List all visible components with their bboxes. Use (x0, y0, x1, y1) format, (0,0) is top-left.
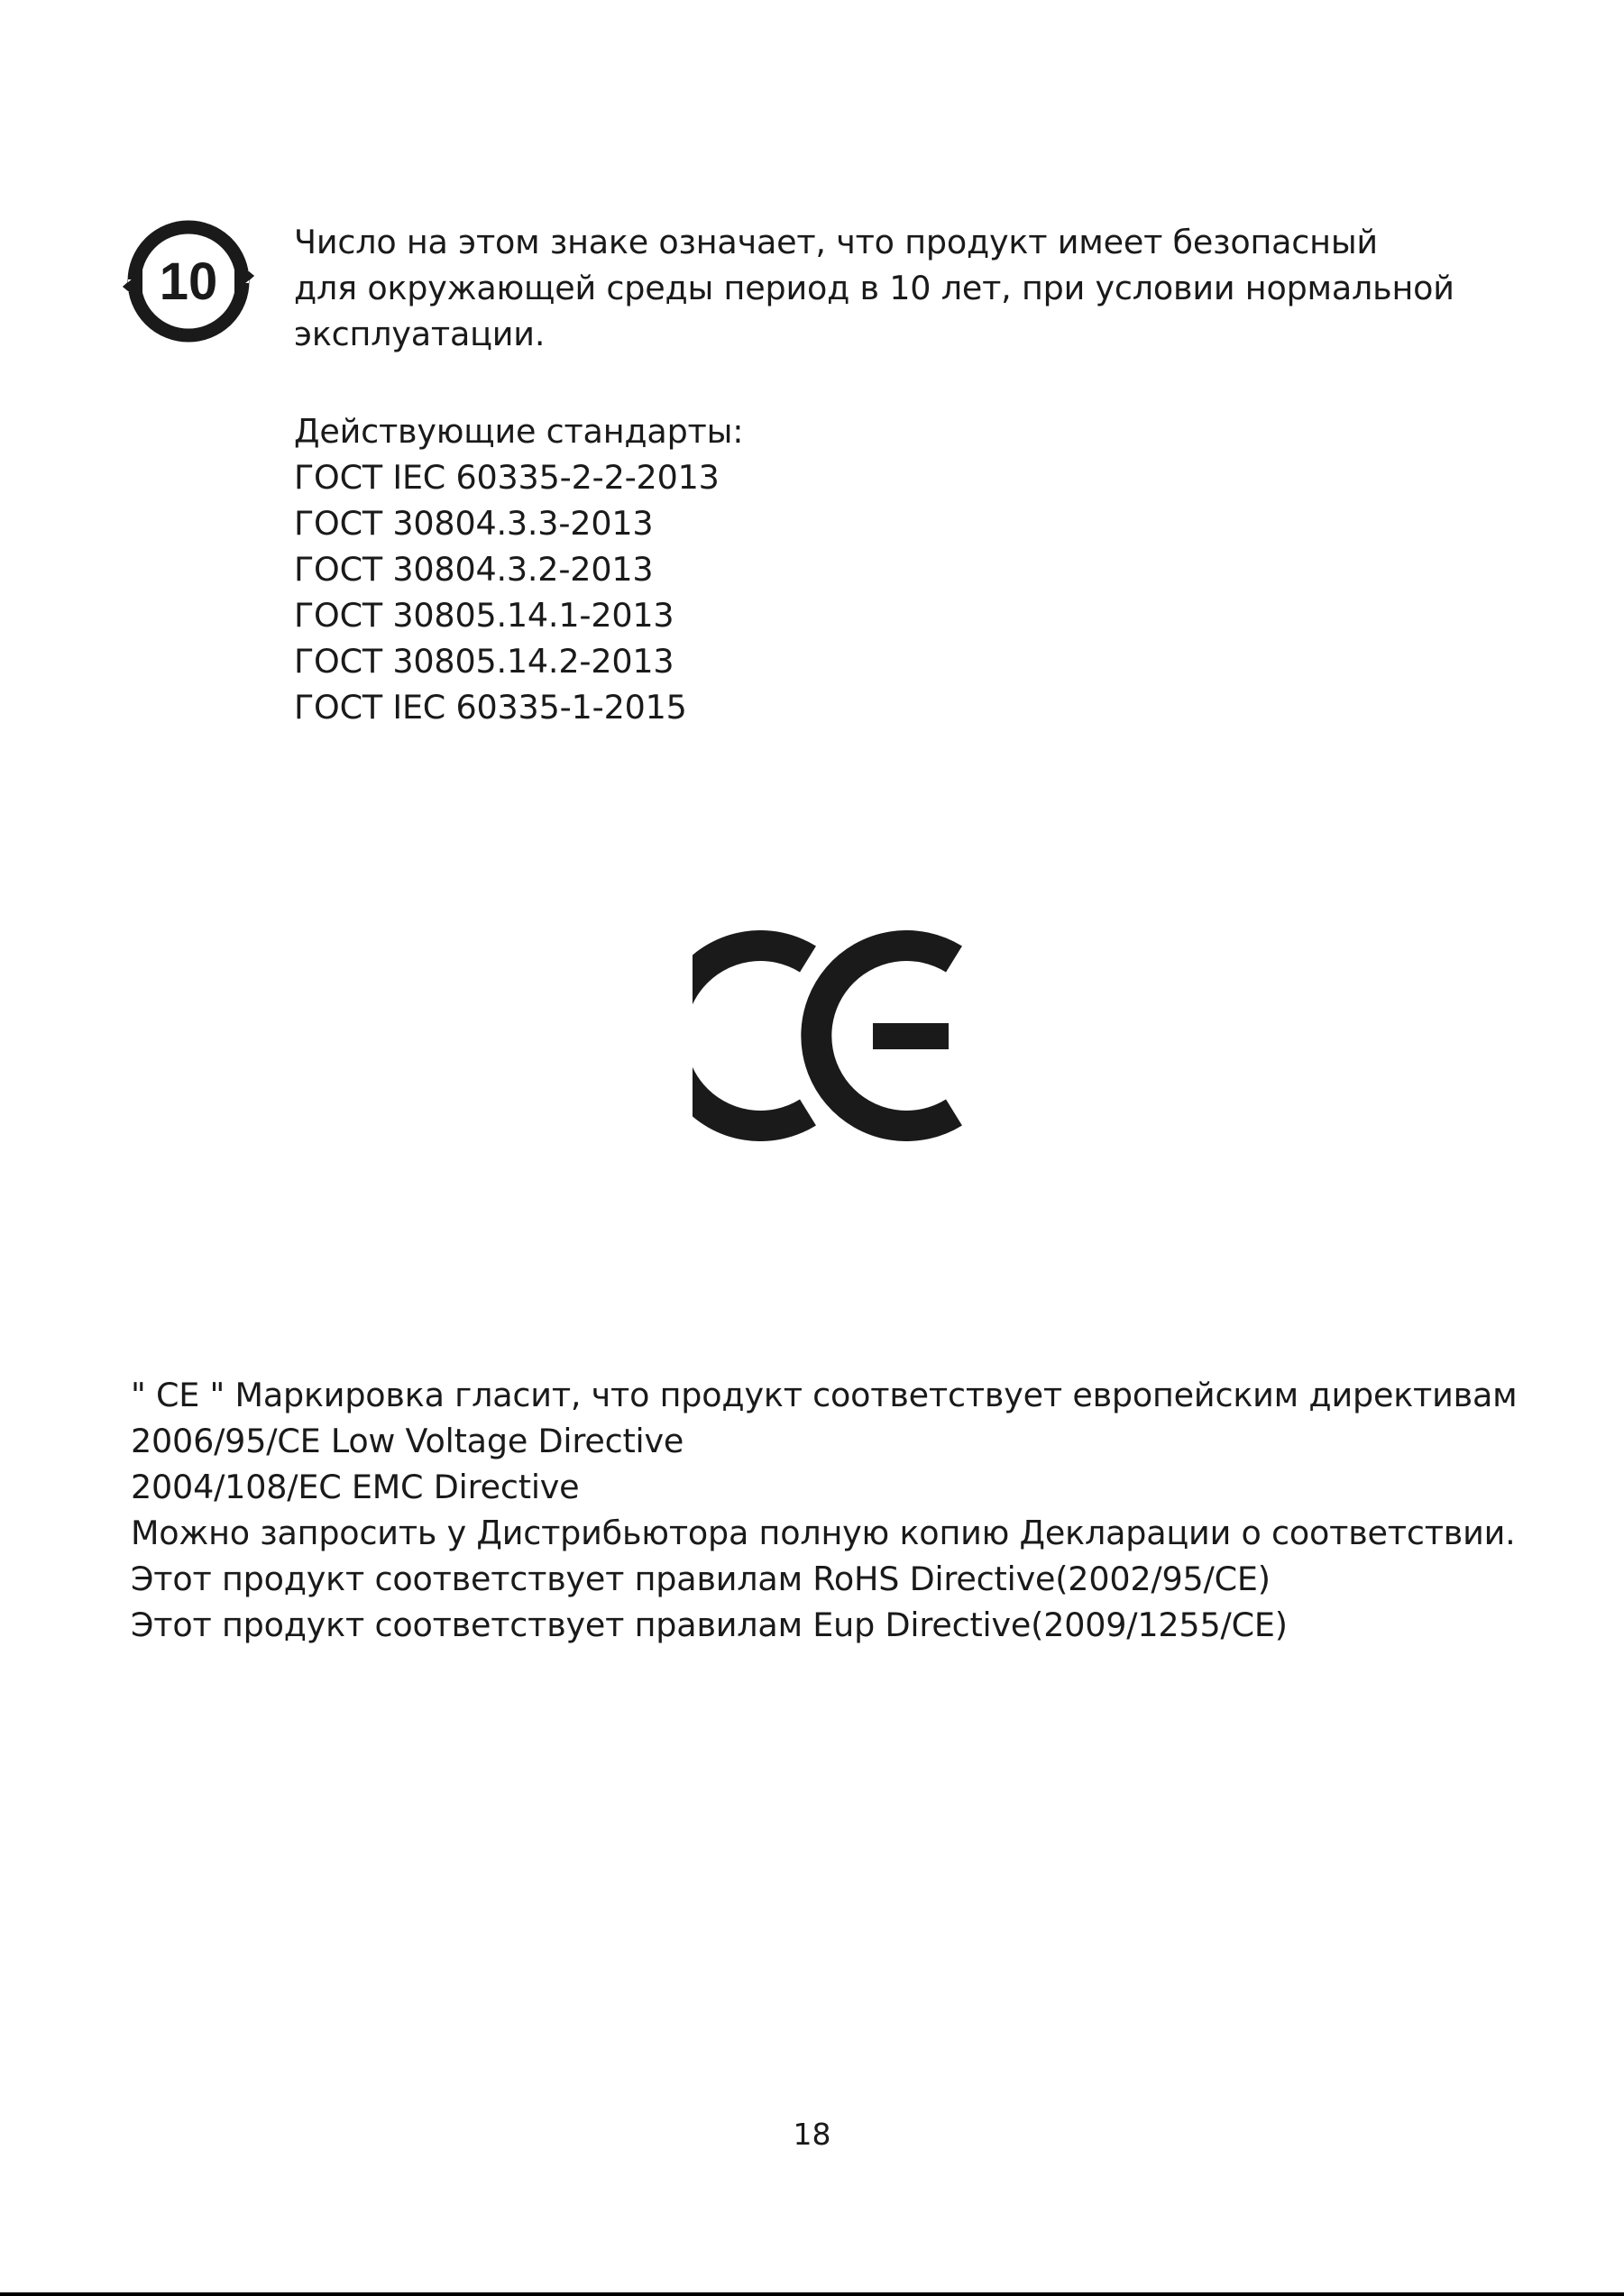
epup-number: 10 (159, 252, 218, 311)
epup-description (294, 219, 1454, 357)
page-number: 18 (793, 2117, 831, 2152)
standards-list (294, 408, 743, 730)
ce-line-1: " CE " Маркировка гласит, что продукт соответствует европейским директивам (131, 1376, 1518, 1414)
ce-line-6: Этот продукт соответствует правилам Eup Directive(2009/1255/CE) (131, 1605, 1288, 1644)
ce-mark-logo (693, 930, 965, 1141)
standard-item: ГОСТ IEC 60335-1-2015 (294, 688, 687, 727)
ce-declaration (131, 1372, 1517, 1648)
ce-line-5: Этот продукт соответствует правилам RoHS Directive(2002/95/CE) (131, 1560, 1271, 1598)
epup-line-3: эксплуатации. (294, 315, 546, 353)
standard-item: ГОСТ 30805.14.1-2013 (294, 596, 674, 635)
ce-line-2: 2006/95/CE Low Voltage Directive (131, 1422, 684, 1460)
standard-item: ГОСТ IEC 60335-2-2-2013 (294, 458, 720, 497)
standard-item: ГОСТ 30804.3.3-2013 (294, 504, 654, 543)
standard-item: ГОСТ 30805.14.2-2013 (294, 642, 674, 681)
bottom-border (0, 2292, 1624, 2296)
standards-heading: Действующие стандарты: (294, 412, 744, 451)
ce-line-3: 2004/108/EC EMC Directive (131, 1468, 580, 1506)
environment-protection-use-period-icon (121, 220, 256, 343)
standard-item: ГОСТ 30804.3.2-2013 (294, 550, 654, 589)
epup-line-1: Число на этом знаке означает, что продукт имеет безопасный (294, 223, 1378, 261)
epup-line-2: для окружающей среды период в 10 лет, при условии нормальной (294, 269, 1454, 307)
ce-line-4: Можно запросить у Дистрибьютора полную копию Декларации о соответствии. (131, 1514, 1516, 1552)
